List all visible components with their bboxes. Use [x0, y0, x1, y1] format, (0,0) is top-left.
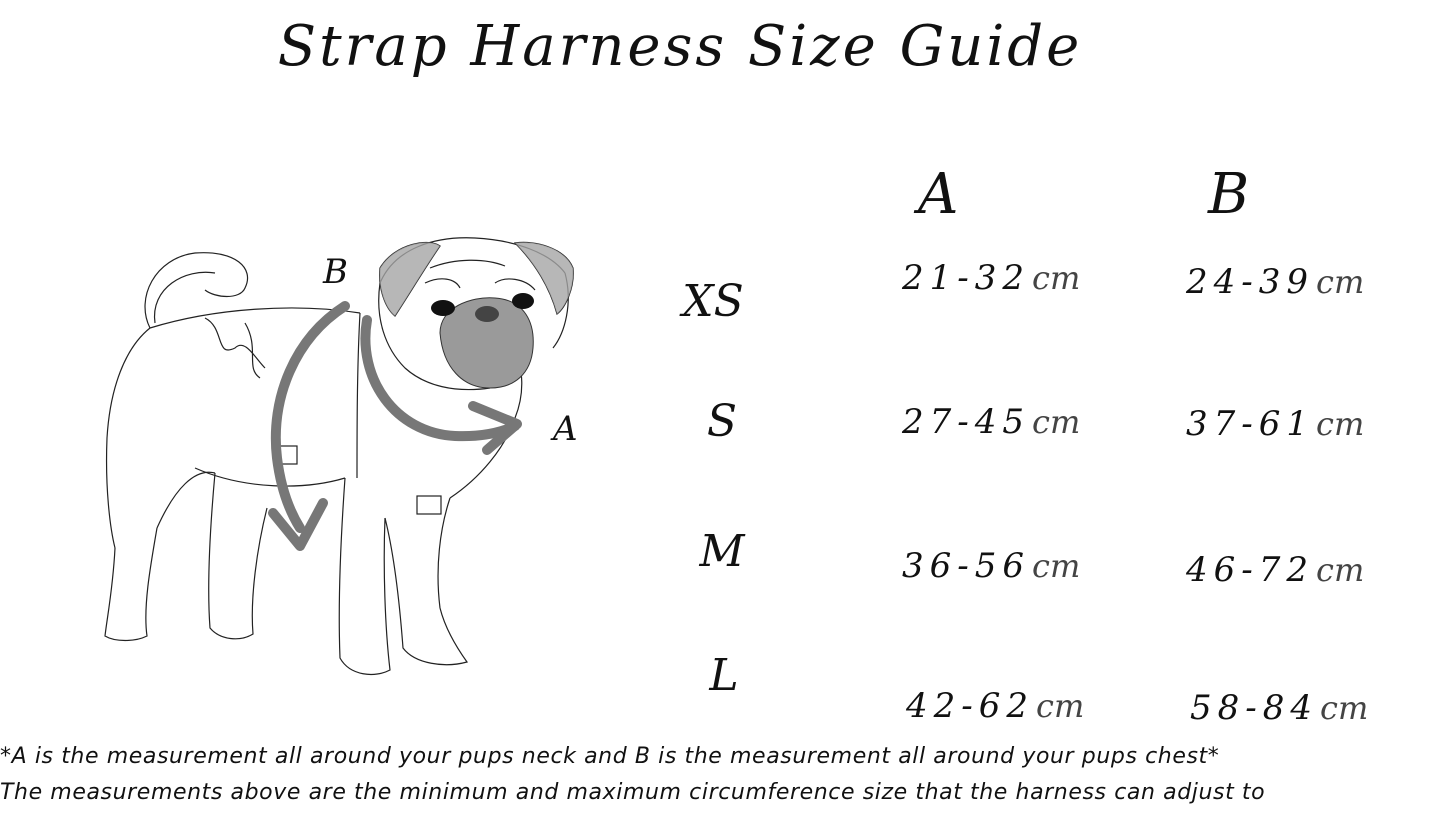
- measurement-a: 27-45cm: [902, 402, 1081, 442]
- measurement-a: 21-32cm: [902, 258, 1081, 298]
- measurement-b: 37-61cm: [1186, 404, 1365, 444]
- page-title: Strap Harness Size Guide: [277, 14, 1083, 79]
- pug-eye-right: [512, 293, 534, 309]
- size-label: S: [706, 396, 738, 447]
- pug-nose: [475, 306, 499, 322]
- diagram-label-b: B: [323, 252, 348, 292]
- size-label: L: [709, 650, 739, 701]
- measurement-b: 24-39cm: [1186, 262, 1365, 302]
- diagram-label-a: A: [553, 409, 578, 449]
- size-label: M: [699, 526, 745, 577]
- pug-ear-left: [380, 242, 440, 316]
- size-label: XS: [682, 276, 744, 327]
- pug-eye-left: [431, 300, 455, 316]
- measurement-b: 46-72cm: [1186, 550, 1365, 590]
- footnote-measurement-definition: *A is the measurement all around your pups neck and B is the measurement all around your pups chest*: [0, 744, 1220, 769]
- column-header-a: A: [918, 162, 959, 227]
- footnote-adjustment-range: The measurements above are the minimum and maximum circumference size that the harness can adjust to: [0, 780, 1266, 805]
- column-header-b: B: [1208, 162, 1250, 227]
- measurement-a: 42-62cm: [906, 686, 1085, 726]
- measurement-a: 36-56cm: [902, 546, 1081, 586]
- measurement-b: 58-84cm: [1190, 688, 1369, 728]
- arrow-b: [273, 306, 345, 546]
- pug-harness-illustration: [95, 228, 595, 688]
